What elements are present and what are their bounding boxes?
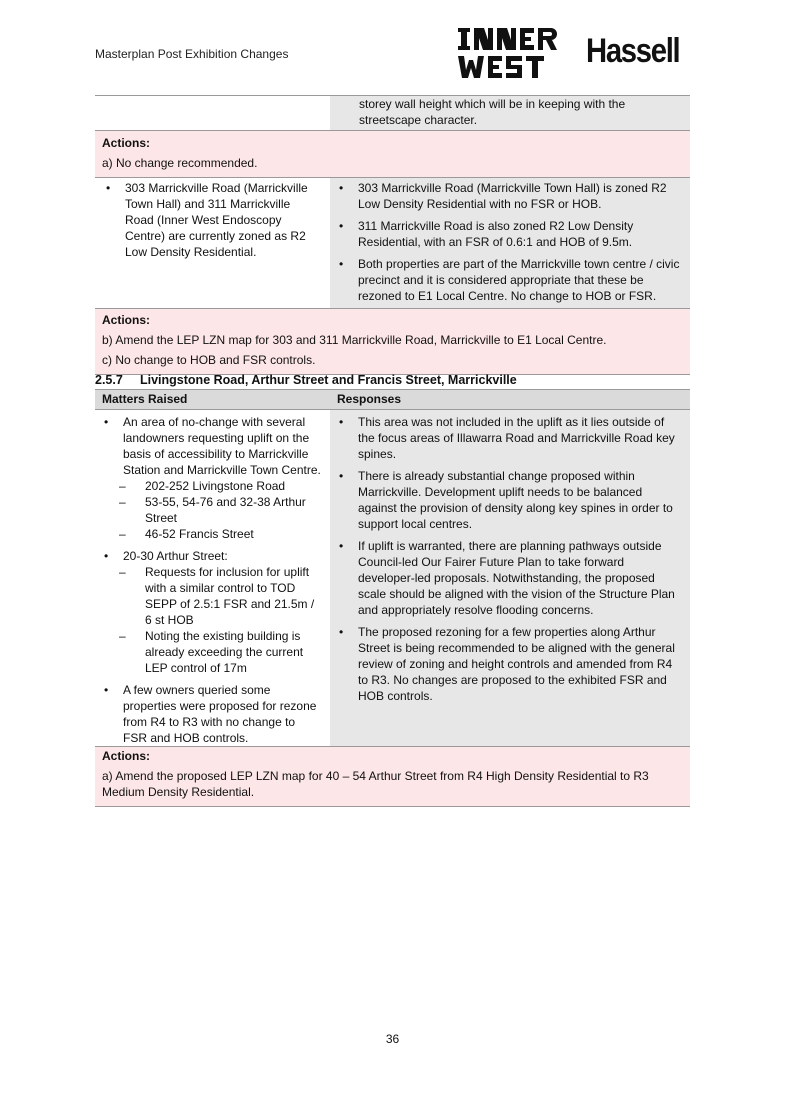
matters-table bbox=[95, 389, 690, 807]
inner-west-logo bbox=[458, 26, 558, 80]
response-item: • 303 Marrickville Road (Marrickville Town Hall) is zoned R2 Low Density Residential with no FSR or HOB. bbox=[358, 180, 682, 212]
matter-text: 20-30 Arthur Street: bbox=[123, 549, 228, 563]
section-number: 2.5.7 bbox=[95, 373, 123, 387]
matter-subitem: – 202-252 Livingstone Road bbox=[145, 478, 322, 494]
matter-item bbox=[123, 414, 322, 542]
actions-label: Actions: bbox=[102, 136, 150, 150]
matter-subitem: – 53-55, 54-76 and 32-38 Arthur Street bbox=[145, 494, 322, 526]
response-item: • If uplift is warranted, there are planning pathways outside Council-led Our Fairer Future Plan to take forward developer-led proposals. Notwithstanding, the proposed scale should be aligned with the vision of the Structure Plan and appropriately resolve flooding concerns. bbox=[358, 538, 682, 618]
column-header-matters: Matters Raised bbox=[95, 390, 330, 410]
response-item: • 311 Marrickville Road is also zoned R2 Low Density Residential, with an FSR of 0.6:1 and HOB of 9.5m. bbox=[358, 218, 682, 250]
response-item: • Both properties are part of the Marrickville town centre / civic precinct and it is considered appropriate that these be rezoned to E1 Local Centre. No change to HOB or FSR. bbox=[358, 256, 682, 304]
continued-response: storey wall height which will be in keeping with the streetscape character. bbox=[359, 97, 626, 127]
section-title: Livingstone Road, Arthur Street and Francis Street, Marrickville bbox=[140, 373, 517, 387]
matter-subitem: – Noting the existing building is already exceeding the current LEP control of 17m bbox=[145, 628, 322, 676]
response-item: • The proposed rezoning for a few properties along Arthur Street is being recommended to be aligned with the general review of zoning and height controls and amended from R4 to R3. No changes are proposed to the exhibited FSR and HOB controls. bbox=[358, 624, 682, 704]
action-item: a) Amend the proposed LEP LZN map for 40 – 54 Arthur Street from R4 High Density Residential to R3 Medium Density Residential. bbox=[102, 769, 649, 799]
response-item: • There is already substantial change proposed within Marrickville. Development uplift needs to be balanced against the provision of density along key spines in order to support local centres. bbox=[358, 468, 682, 532]
matter-subitem: – Requests for inclusion for uplift with a similar control to TOD SEPP of 2.5:1 FSR and 21.5m / 6 st HOB bbox=[145, 564, 322, 628]
hassell-logo: Hassell bbox=[586, 32, 680, 70]
section-heading bbox=[95, 373, 517, 387]
column-header-responses: Responses bbox=[330, 390, 690, 410]
matter-item: • 303 Marrickville Road (Marrickville Town Hall) and 311 Marrickville Road (Inner West Endoscopy Centre) are currently zoned as R2 Low Density Residential. bbox=[125, 180, 322, 260]
matter-subitem: – 46-52 Francis Street bbox=[145, 526, 322, 542]
matter-item: • A few owners queried some properties were proposed for rezone from R4 to R3 with no change to FSR and HOB controls. bbox=[123, 682, 322, 746]
document-title: Masterplan Post Exhibition Changes bbox=[95, 47, 289, 61]
actions-label: Actions: bbox=[102, 749, 150, 763]
page-number: 36 bbox=[385, 1032, 400, 1046]
actions-label: Actions: bbox=[102, 313, 150, 327]
action-item: b) Amend the LEP LZN map for 303 and 311 Marrickville Road, Marrickville to E1 Local Centre. bbox=[102, 333, 607, 347]
matter-text: An area of no-change with several landowners requesting uplift on the basis of accessibility to Marrickville Station and Marrickville Town Centre. bbox=[123, 415, 321, 477]
matter-item bbox=[123, 548, 322, 676]
action-item: c) No change to HOB and FSR controls. bbox=[102, 353, 316, 367]
response-item: • This area was not included in the uplift as it lies outside of the focus areas of Illawarra Road and Marrickville Road key spines. bbox=[358, 414, 682, 462]
top-table bbox=[95, 95, 690, 375]
action-item: a) No change recommended. bbox=[102, 156, 258, 170]
